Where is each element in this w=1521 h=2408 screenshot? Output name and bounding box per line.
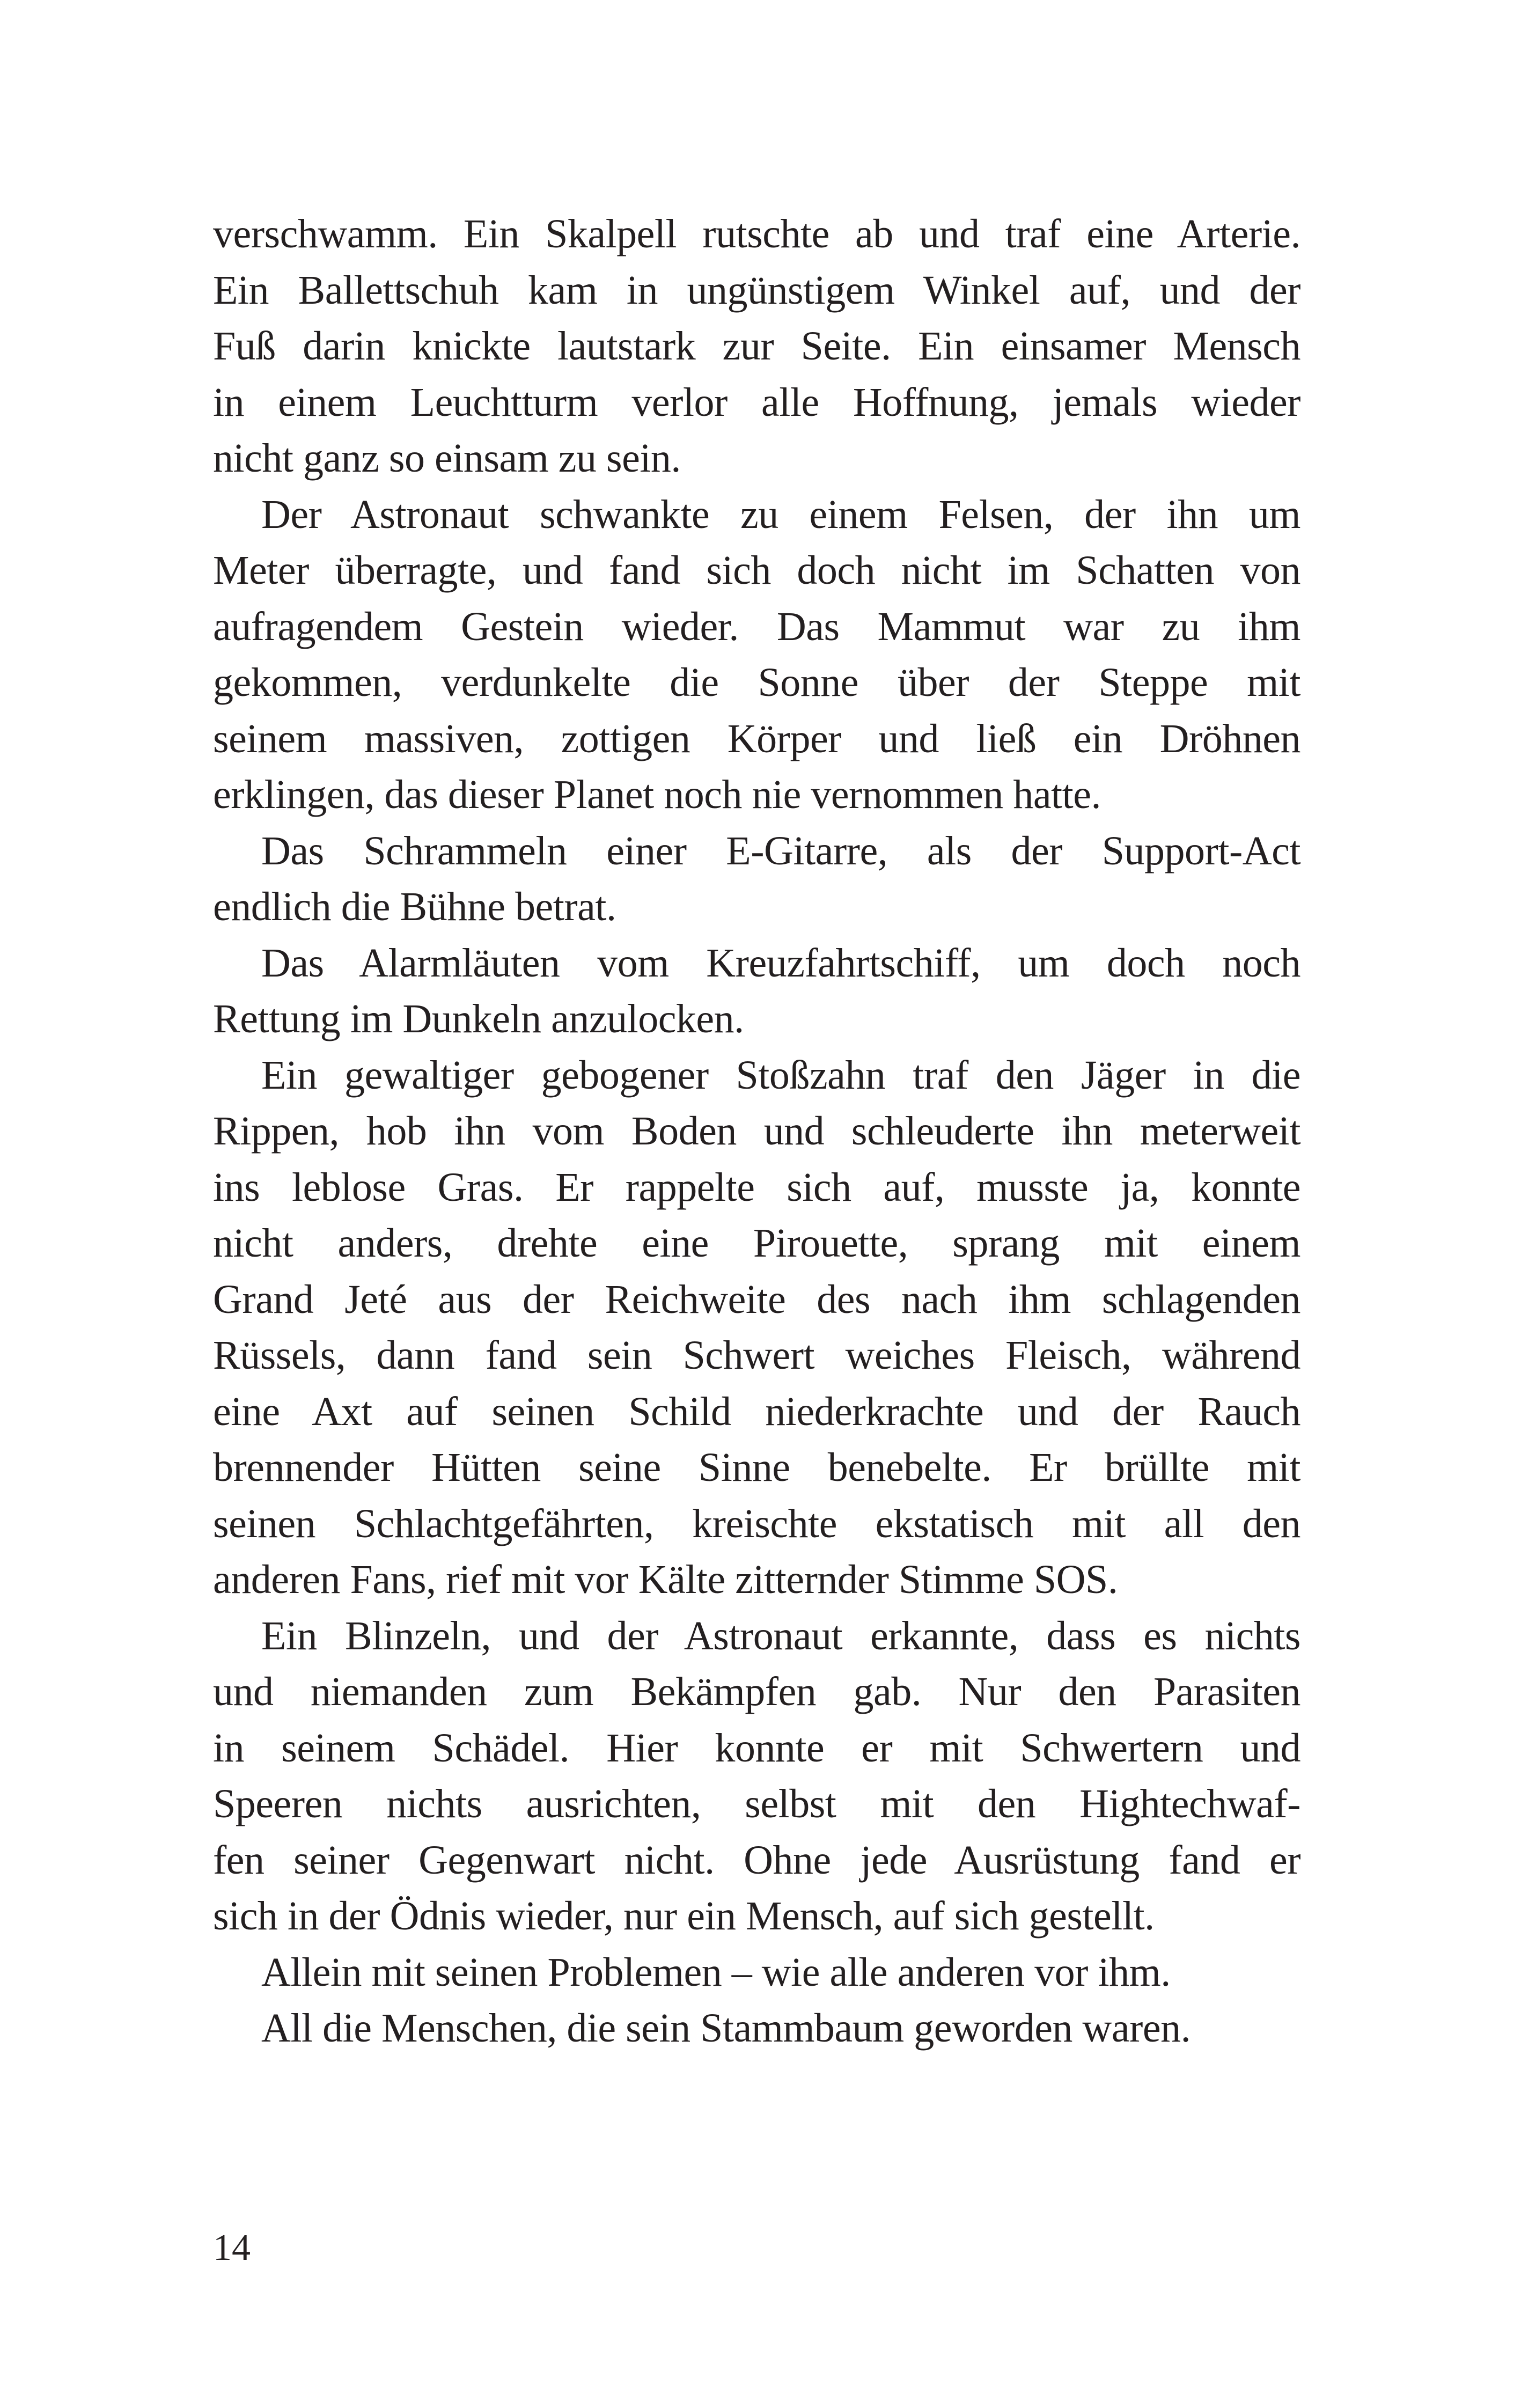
text-line: Das Schrammeln einer E-Gitarre, als der Support-Act: [261, 828, 1300, 873]
paragraph: [213, 2000, 1300, 2057]
text-line: gekommen, verdunkelte die Sonne über der Steppe mit: [213, 660, 1300, 705]
text-line: Grand Jeté aus der Reichweite des nach ihm schlagenden: [213, 1276, 1300, 1322]
text-line: nicht ganz so einsam zu sein.: [213, 436, 681, 481]
text-line: Rippen, hob ihn vom Boden und schleuderte ihn meterweit: [213, 1108, 1300, 1154]
text-line: eine Axt auf seinen Schild niederkrachte und der Rauch: [213, 1389, 1300, 1434]
paragraph: [213, 823, 1300, 935]
text-line: Das Alarmläuten vom Kreuzfahrtschiff, um doch noch: [261, 940, 1300, 986]
paragraph: [213, 1608, 1300, 1944]
page-number: 14: [213, 2227, 251, 2268]
text-line: Ein Blinzeln, und der Astronaut erkannte, dass es nichts: [261, 1613, 1300, 1658]
text-line: Speeren nichts ausrichten, selbst mit den Hightechwaf-: [213, 1781, 1300, 1826]
text-line: Ein gewaltiger gebogener Stoßzahn traf den Jäger in die: [261, 1052, 1300, 1098]
text-line: erklingen, das dieser Planet noch nie vernommen hatte.: [213, 772, 1101, 817]
paragraph: [213, 935, 1300, 1047]
text-line: nicht anders, drehte eine Pirouette, sprang mit einem: [213, 1221, 1300, 1266]
text-line: brennender Hütten seine Sinne benebelte. Er brüllte mit: [213, 1445, 1300, 1490]
text-line: Allein mit seinen Problemen – wie alle anderen vor ihm.: [261, 1949, 1171, 1995]
text-line: Der Astronaut schwankte zu einem Felsen, der ihn um: [261, 491, 1300, 537]
text-line: Rettung im Dunkeln anzulocken.: [213, 996, 744, 1041]
text-line: und niemanden zum Bekämpfen gab. Nur den Parasiten: [213, 1669, 1300, 1714]
text-line: in seinem Schädel. Hier konnte er mit Schwertern und: [213, 1725, 1300, 1771]
paragraph: [213, 487, 1300, 823]
text-line: All die Menschen, die sein Stammbaum geworden waren.: [261, 2006, 1191, 2051]
text-line: verschwamm. Ein Skalpell rutschte ab und traf eine Arterie.: [213, 211, 1300, 256]
text-line: Ein Ballettschuh kam in ungünstigem Winkel auf, und der: [213, 267, 1300, 313]
text-line: anderen Fans, rief mit vor Kälte zitternder Stimme SOS.: [213, 1557, 1118, 1602]
paragraph: [213, 1944, 1300, 2001]
paragraph: [213, 1047, 1300, 1608]
text-line: in einem Leuchtturm verlor alle Hoffnung, jemals wieder: [213, 379, 1300, 425]
text-line: sich in der Ödnis wieder, nur ein Mensch, auf sich gestellt.: [213, 1893, 1155, 1939]
text-line: seinem massiven, zottigen Körper und ließ ein Dröhnen: [213, 716, 1300, 761]
text-line: Meter überragte, und fand sich doch nicht im Schatten von: [213, 548, 1300, 593]
text-line: ins leblose Gras. Er rappelte sich auf, musste ja, konnte: [213, 1164, 1300, 1210]
text-line: endlich die Bühne betrat.: [213, 884, 616, 929]
text-line: aufragendem Gestein wieder. Das Mammut war zu ihm: [213, 604, 1300, 649]
paragraph: [213, 206, 1300, 487]
text-line: Rüssels, dann fand sein Schwert weiches Fleisch, während: [213, 1333, 1300, 1378]
text-line: fen seiner Gegenwart nicht. Ohne jede Ausrüstung fand er: [213, 1837, 1300, 1883]
text-line: seinen Schlachtgefährten, kreischte ekstatisch mit all den: [213, 1501, 1300, 1546]
body-text: [213, 206, 1300, 2057]
text-line: Fuß darin knickte lautstark zur Seite. Ein einsamer Mensch: [213, 324, 1300, 369]
